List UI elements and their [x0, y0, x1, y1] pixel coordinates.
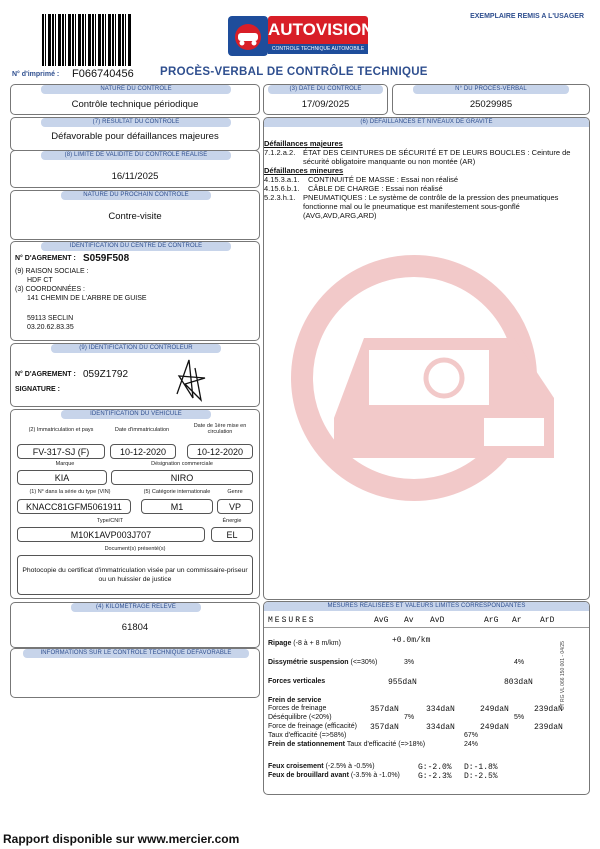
centre-raison: HDF CT: [27, 277, 53, 284]
page-title: PROCÈS-VERBAL DE CONTRÔLE TECHNIQUE: [160, 66, 428, 78]
docs-field: [17, 555, 253, 595]
energie-field: EL: [211, 527, 253, 542]
centre-address2: 59113 SECLIN: [27, 315, 74, 322]
defect-code: 4.15.3.a.1.: [264, 175, 300, 184]
docs-label: Document(s) présenté(s): [104, 546, 166, 552]
dissym-limit: (<=30%): [350, 659, 378, 666]
freinage-avg: 357daN: [370, 705, 399, 714]
date-value: 17/09/2025: [301, 99, 350, 110]
centre-label: IDENTIFICATION DU CENTRE DE CONTRÔLE: [41, 242, 231, 251]
docs-value: Photocopie du certificat d'immatriculation visée par un commissaire-priseur ou un huissier de justice: [22, 567, 248, 583]
desequilibre-av: 7%: [404, 714, 415, 721]
info-box: [10, 648, 260, 698]
pv-number-value: 25029985: [469, 99, 513, 110]
defect-code: 4.15.6.b.1.: [264, 184, 300, 193]
vehicle-label: IDENTIFICATION DU VÉHICULE: [61, 410, 211, 419]
defect-code: 7.1.2.a.2.: [264, 148, 296, 157]
pv-number-box: [392, 84, 590, 115]
marque-field: KIA: [17, 470, 107, 485]
centre-box: [10, 241, 260, 341]
vin-label: (1) N° dans la série du type (VIN): [29, 489, 111, 495]
immat-label: (2) Immatriculation et pays: [28, 427, 94, 433]
brouillard-limit: (-3.5% à -1.0%): [350, 772, 400, 779]
date-label: (3) DATE DU CONTRÔLE: [268, 85, 383, 94]
result-label: (7) RÉSULTAT DU CONTRÔLE: [41, 118, 231, 127]
efficace-label: Force de freinage (efficacité): [268, 723, 357, 730]
controller-box: [10, 343, 260, 407]
col-av: Av: [404, 616, 414, 625]
footer-text[interactable]: Rapport disponible sur www.mercier.com: [3, 832, 240, 846]
centre-agrement: S059F508: [83, 253, 130, 264]
col-arg: ArG: [484, 616, 499, 625]
ripage-limit: (-8 à + 8 m/km): [293, 640, 341, 647]
freinage-arg: 249daN: [480, 705, 509, 714]
side-reference: CT RG VL 066 150 001 - 04/25: [560, 641, 566, 710]
forces-label: Forces verticales: [268, 678, 326, 685]
desequilibre-ar: 5%: [514, 714, 525, 721]
centre-coord-label: (3) COORDONNÉES :: [15, 286, 86, 293]
forces-row: [268, 678, 588, 685]
stationnement-sub: Taux d'efficacité: [346, 741, 397, 748]
croisement-label: Feux croisement: [268, 763, 324, 770]
croisement-row: [268, 763, 588, 770]
genre-label: Genre: [227, 489, 243, 495]
dissym-ar: 4%: [514, 659, 525, 666]
efficace-avg: 357daN: [370, 723, 399, 732]
ripage-value: +0.0m/km: [392, 636, 431, 645]
km-value: 61804: [121, 622, 149, 633]
dissym-av: 3%: [404, 659, 415, 666]
defect-item: [264, 184, 586, 193]
ripage-label: Ripage: [268, 640, 292, 647]
major-title: Défaillances majeures: [264, 139, 343, 148]
efficace-row: [268, 723, 588, 730]
genre-field: VP: [217, 499, 253, 514]
barcode: [42, 14, 132, 66]
result-value: Défavorable pour défaillances majeures: [51, 131, 219, 142]
defect-code: 5.2.3.h.1.: [264, 193, 296, 202]
pv-number-label: N° DU PROCÈS-VERBAL: [413, 85, 569, 94]
defect-text: CÂBLE DE CHARGE : Essai non réalisé: [308, 184, 443, 193]
desequilibre-row: [268, 714, 588, 721]
measures-label: MESURES RÉALISÉES ET VALEURS LIMITES CORRESPONDANTES: [264, 602, 589, 611]
freinage-label: Forces de freinage: [268, 705, 327, 712]
freinage-ard: 239daN: [534, 705, 563, 714]
km-box: [10, 602, 260, 648]
logo-text: AUTOVISION: [268, 16, 368, 44]
stationnement-row: [268, 741, 588, 748]
cat-field: M1: [141, 499, 213, 514]
dissym-label: Dissymétrie suspension: [268, 659, 349, 666]
controller-agrement: 059Z1792: [83, 369, 129, 380]
defect-text: CONTINUITÉ DE MASSE : Essai non réalisé: [308, 175, 459, 184]
watermark-icon: [284, 228, 584, 528]
energie-label: Énergie: [222, 518, 242, 524]
date-immat-label: Date d'immatriculation: [114, 427, 170, 433]
measures-header-row: [264, 616, 589, 628]
col-mesures: MESURES: [268, 616, 316, 625]
designation-field: NIRO: [111, 470, 253, 485]
taux-limit: (=>58%): [319, 732, 347, 739]
efficace-avd: 334daN: [426, 723, 455, 732]
centre-raison-label: (9) RAISON SOCIALE :: [15, 268, 89, 275]
dissym-row: [268, 659, 588, 666]
col-ar: Ar: [512, 616, 522, 625]
efficace-arg: 249daN: [480, 723, 509, 732]
autovision-logo: [228, 16, 374, 56]
minor-title: Défaillances mineures: [264, 166, 344, 175]
taux-label: Taux d'efficacité: [268, 732, 318, 739]
immat-field: FV-317-SJ (F): [17, 444, 105, 459]
km-label: (4) KILOMÉTRAGE RELEVÉ: [71, 603, 201, 612]
freinage-avd: 334daN: [426, 705, 455, 714]
croisement-g: G:-2.0%: [418, 763, 452, 772]
brouillard-label: Feux de brouillard avant: [268, 772, 349, 779]
defect-item: [264, 193, 586, 220]
croisement-limit: (-2.5% à -0.5%): [325, 763, 375, 770]
validity-value: 16/11/2025: [111, 171, 159, 182]
print-number-label: N° d'imprimé :: [12, 71, 60, 78]
first-circ-label: Date de 1ère mise en circulation: [193, 423, 247, 435]
validity-box: [10, 150, 260, 188]
taux-value: 67%: [464, 732, 479, 739]
type-field: M10K1AVP003J707: [17, 527, 205, 542]
col-avd: AvD: [430, 616, 445, 625]
cat-label: (5) Catégorie internationale: [143, 489, 211, 495]
stationnement-limit: (=>18%): [398, 741, 426, 748]
next-control-value: Contre-visite: [108, 211, 162, 222]
defect-item: [264, 148, 586, 166]
vin-field: KNACC81GFM5061911: [17, 499, 131, 514]
centre-phone: 03.20.62.83.35: [27, 324, 74, 331]
centre-agrement-label: N° D'AGREMENT :: [15, 255, 76, 262]
date-box: [263, 84, 388, 115]
signature-image: [171, 354, 211, 406]
controller-label: (9) IDENTIFICATION DU CONTRÔLEUR: [51, 344, 221, 353]
measures-box: [263, 601, 590, 795]
nature-label: NATURE DU CONTRÔLE: [41, 85, 231, 94]
defect-text: ÉTAT DES CEINTURES DE SÉCURITÉ ET DE LEURS BOUCLES : Ceinture de sécurité obligatoire manquante ou non montée (AR): [303, 148, 571, 166]
vehicle-box: [10, 409, 260, 599]
info-label: INFORMATIONS SUR LE CONTRÔLE TECHNIQUE DÉFAVORABLE: [23, 649, 249, 658]
col-ard: ArD: [540, 616, 555, 625]
defects-box: [263, 117, 590, 600]
brouillard-g: G:-2.3%: [418, 772, 452, 781]
next-control-label: NATURE DU PROCHAIN CONTRÔLE: [61, 191, 211, 200]
controller-agrement-label: N° D'AGREMENT :: [15, 371, 76, 378]
date-immat-field: 10-12-2020: [110, 444, 176, 459]
type-label: Type/CNIT: [96, 518, 124, 524]
stationnement-value: 24%: [464, 741, 479, 748]
defects-label: (6) DÉFAILLANCES ET NIVEAUX DE GRAVITÉ: [264, 118, 589, 127]
print-number: F066740456: [72, 68, 134, 80]
first-circ-field: 10-12-2020: [187, 444, 253, 459]
brouillard-d: D:-2.5%: [464, 772, 498, 781]
croisement-d: D:-1.8%: [464, 763, 498, 772]
efficace-ard: 239daN: [534, 723, 563, 732]
validity-label: (8) LIMITE DE VALIDITÉ DU CONTRÔLE RÉALISÉ: [41, 151, 231, 160]
signature-label: SIGNATURE :: [15, 386, 60, 393]
nature-value: Contrôle technique périodique: [71, 99, 199, 110]
brouillard-row: [268, 772, 588, 779]
taux-row: [268, 732, 588, 739]
desequilibre-label: Déséquilibre (<20%): [268, 714, 332, 721]
defect-text: PNEUMATIQUES : Le système de contrôle de la pression des pneumatiques fonctionne mal ou le pneumatique est manifestement sous-gonflé (AVG,AVD,ARG,ARD): [303, 193, 559, 220]
forces-av: 955daN: [388, 678, 417, 687]
logo-subtext: CONTROLE TECHNIQUE AUTOMOBILE: [268, 44, 368, 54]
result-box: [10, 117, 260, 151]
stationnement-label: Frein de stationnement: [268, 741, 346, 748]
frein-title: Frein de service: [268, 697, 322, 704]
centre-address1: 141 CHEMIN DE L'ARBRE DE GUISE: [27, 295, 147, 302]
col-avg: AvG: [374, 616, 389, 625]
defects-content: [264, 139, 586, 220]
defect-item: [264, 175, 586, 184]
forces-ar: 803daN: [504, 678, 533, 687]
next-control-box: [10, 190, 260, 240]
freinage-row: [268, 705, 588, 712]
logo-car-icon: [228, 16, 268, 56]
copy-note: EXEMPLAIRE REMIS A L'USAGER: [470, 13, 584, 20]
nature-box: [10, 84, 260, 115]
ripage-row: [268, 636, 588, 647]
designation-label: Désignation commerciale: [151, 461, 213, 467]
marque-label: Marque: [55, 461, 75, 467]
